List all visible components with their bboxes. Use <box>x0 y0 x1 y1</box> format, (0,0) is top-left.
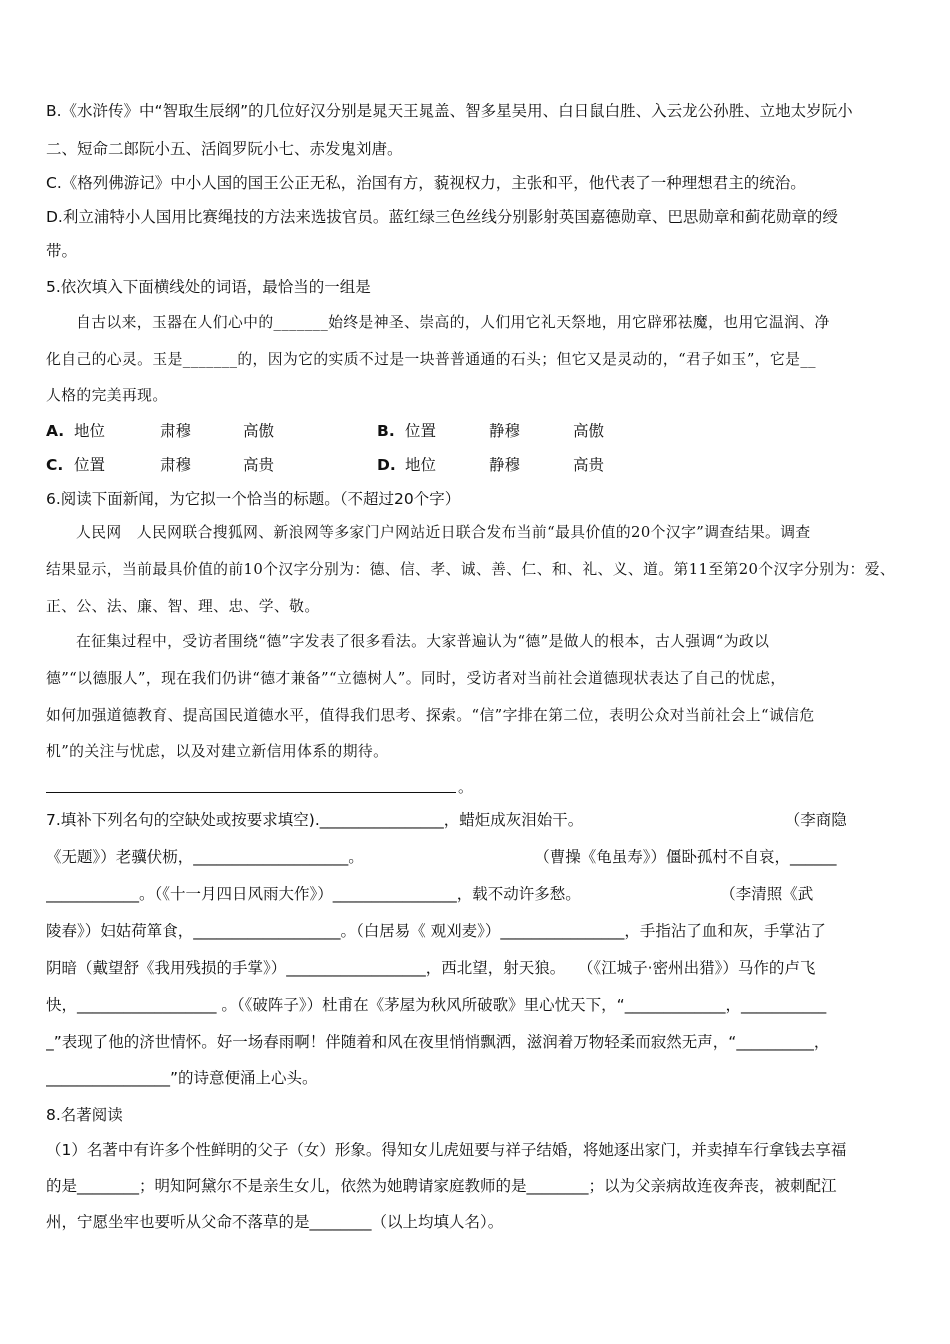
q7-line1: 7.填补下列名句的空缺处或按要求填空).________________，蜡炬成灰泪始干。 （李商隐 <box>46 811 847 829</box>
q7-line4: 陵春》）妇姑荷箪食，___________________。（白居易《 观刈麦》）________________，手指沾了血和灰，手掌沾了 <box>46 922 826 940</box>
q7-line6: 快，__________________ 。（《破阵子》）杜甫在《茅屋为秋风所破歌》里心忧天下，“_____________，___________ <box>46 996 827 1014</box>
q8-title: 8.名著阅读 <box>46 1106 123 1124</box>
q6-p2-line2: 德”“以德服人”，现在我们仍讲“德才兼备”“立德树人”。同时，受访者对当前社会道德现状表达了自己的忧虑， <box>46 670 786 687</box>
q5-option-d-word2: 静穆 <box>489 456 521 474</box>
q6-stem: 6.阅读下面新闻，为它拟一个恰当的标题。（不超过20个字） <box>46 490 461 508</box>
q6-answer-line[interactable] <box>46 778 456 793</box>
q5-option-a-letter: A. <box>46 422 65 440</box>
q4-option-c: C.《格列佛游记》中小人国的国王公正无私，治国有方，藐视权力，主张和平，他代表了一种理想君主的统治。 <box>46 174 806 192</box>
q5-option-d-word3: 高贵 <box>573 456 605 474</box>
q5-option-b-word1: 位置 <box>405 422 437 440</box>
q6-answer-period: 。 <box>458 778 474 796</box>
q5-option-a-word2: 肃穆 <box>160 422 192 440</box>
q4-option-b-line1: B.《水浒传》中“智取生辰纲”的几位好汉分别是晁天王晁盖、智多星吴用、白日鼠白胜、入云龙公孙胜、立地太岁阮小 <box>46 102 853 120</box>
q5-passage-line1: 自古以来，玉器在人们心中的_______始终是神圣、崇高的，人们用它礼天祭地，用它辟邪祛魔，也用它温润、净 <box>76 314 830 331</box>
q7-line3: ____________。（《十一月四日风雨大作》）________________，载不动许多愁。 （李清照《武 <box>46 885 814 903</box>
q7-line7: _”表现了他的济世情怀。好一场春雨啊！伴随着和风在夜里悄悄飘洒，滋润着万物轻柔而寂然无声，“__________， <box>46 1033 830 1051</box>
q5-stem: 5.依次填入下面横线处的词语，最恰当的一组是 <box>46 278 371 296</box>
q5-option-b-letter: B. <box>377 422 395 440</box>
q4-option-d-line1: D.利立浦特小人国用比赛绳技的方法来选拔官员。蓝红绿三色丝线分别影射英国嘉德勋章、巴思勋章和蓟花勋章的绶 <box>46 208 838 226</box>
q6-p2-line3: 如何加强道德教育、提高国民道德水平，值得我们思考、探索。“信”字排在第二位，表明公众对当前社会上“诚信危 <box>46 707 815 724</box>
q6-p1-line1: 人民网 人民网联合搜狐网、新浪网等多家门户网站近日联合发布当前“最具价值的20个汉字”调查结果。调查 <box>76 524 811 541</box>
q6-p1-line3: 正、公、法、廉、智、理、忠、学、敬。 <box>46 598 320 615</box>
q5-option-b-word3: 高傲 <box>573 422 605 440</box>
q5-passage-line2: 化自己的心灵。玉是_______的，因为它的实质不过是一块普普通通的石头；但它又是灵动的，“君子如玉”，它是__ <box>46 351 816 368</box>
q5-option-a-word3: 高傲 <box>243 422 275 440</box>
q5-option-c-letter: C. <box>46 456 64 474</box>
q7-line5: 阴暗（戴望舒《我用残损的手掌》）__________________，西北望，射天狼。 （《江城子·密州出猎》）马作的卢飞 <box>46 959 816 977</box>
q5-option-c-word2: 肃穆 <box>160 456 192 474</box>
q7-line8: ________________”的诗意便涌上心头。 <box>46 1069 318 1087</box>
q4-option-d-line2: 带。 <box>46 242 78 260</box>
q4-option-b-line2: 二、短命二郎阮小五、活阎罗阮小七、赤发鬼刘唐。 <box>46 140 403 158</box>
q5-option-a-word1: 地位 <box>74 422 106 440</box>
q5-option-d-word1: 地位 <box>405 456 437 474</box>
q5-option-d-letter: D. <box>377 456 396 474</box>
q8-line3: 州，宁愿坐牢也要听从父命不落草的是________（以上均填人名）。 <box>46 1213 504 1231</box>
q5-option-b-word2: 静穆 <box>489 422 521 440</box>
q8-line1: （1）名著中有许多个性鲜明的父子（女）形象。得知女儿虎妞要与祥子结婚，将她逐出家门，并卖掉车行拿钱去享福 <box>46 1141 847 1159</box>
q6-p2-line4: 机”的关注与忧虑，以及对建立新信用体系的期待。 <box>46 743 389 760</box>
q7-line2: 《无题》）老骥伏枥，____________________。 （曹操《龟虽寿》）僵卧孤村不自哀，______ <box>46 848 837 866</box>
q5-option-c-word3: 高贵 <box>243 456 275 474</box>
q5-option-c-word1: 位置 <box>74 456 106 474</box>
q6-p2-line1: 在征集过程中，受访者围绕“德”字发表了很多看法。大家普遍认为“德”是做人的根本，古人强调“为政以 <box>76 633 770 650</box>
q5-passage-line3: 人格的完美再现。 <box>46 387 168 404</box>
q8-line2: 的是________；明知阿黛尔不是亲生女儿，依然为她聘请家庭教师的是________；以为父亲病故连夜奔丧，被刺配江 <box>46 1177 837 1195</box>
q6-p1-line2: 结果显示，当前最具价值的前10个汉字分别为：德、信、孝、诚、善、仁、和、礼、义、道。第11至第20个汉字分别为：爱、 <box>46 561 896 578</box>
